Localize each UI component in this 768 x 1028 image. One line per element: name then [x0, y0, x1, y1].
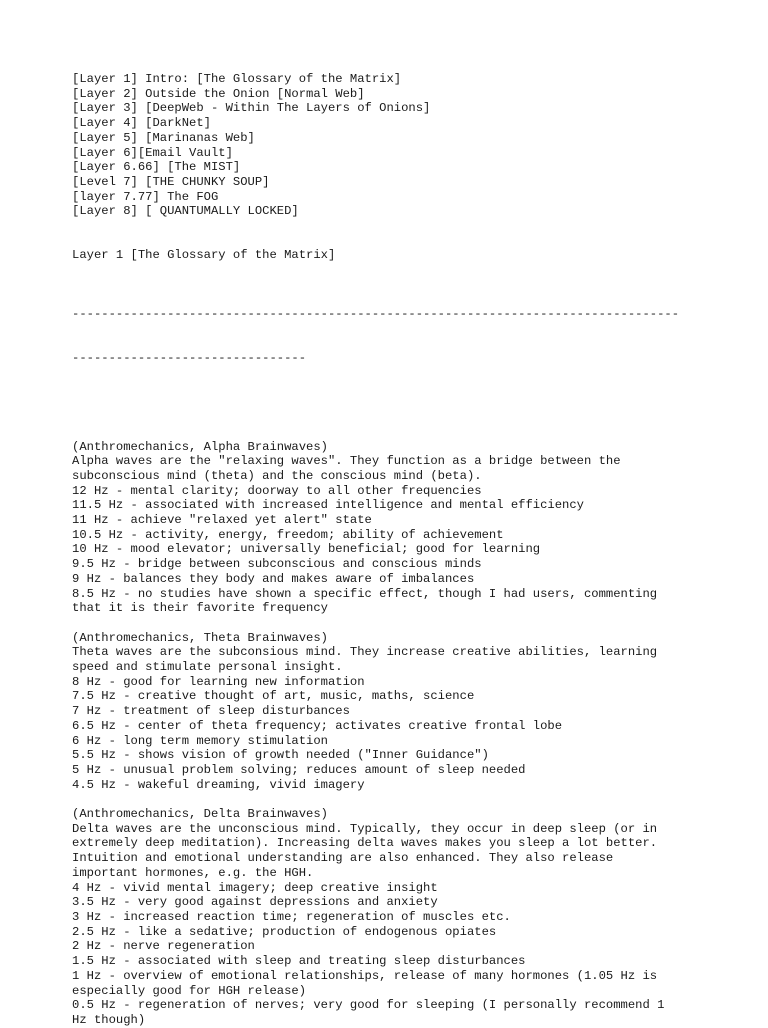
toc-entry: [Layer 6][Email Vault]: [72, 145, 233, 160]
text-line: that it is their favorite frequency: [72, 601, 328, 616]
text-line: 8 Hz - good for learning new information: [72, 674, 365, 689]
block-title: (Anthromechanics, Theta Brainwaves): [72, 630, 328, 645]
divider-line: --------------------------------: [72, 351, 307, 366]
text-line: 5.5 Hz - shows vision of growth needed ("Inner Guidance"): [72, 748, 489, 763]
text-line: important hormones, e.g. the HGH.: [72, 865, 314, 880]
text-line: 1 Hz - overview of emotional relationships, release of many hormones (1.05 Hz is: [72, 968, 658, 983]
text-line: extremely deep meditation). Increasing delta waves makes you sleep a lot better.: [72, 836, 658, 851]
text-line: 7.5 Hz - creative thought of art, music, maths, science: [72, 689, 475, 704]
text-line: 8.5 Hz - no studies have shown a specific effect, though I had users, commenting: [72, 586, 658, 601]
text-line: speed and stimulate personal insight.: [72, 660, 343, 675]
toc-entry: [Layer 8] [ QUANTUMALLY LOCKED]: [72, 204, 299, 219]
text-line: 9 Hz - balances they body and makes aware of imbalances: [72, 571, 475, 586]
text-line: Delta waves are the unconscious mind. Typically, they occur in deep sleep (or in: [72, 821, 658, 836]
section-heading: Layer 1 [The Glossary of the Matrix]: [72, 248, 336, 263]
text-line: 0.5 Hz - regeneration of nerves; very good for sleeping (I personally recommend 1: [72, 998, 665, 1013]
text-line: 11 Hz - achieve "relaxed yet alert" state: [72, 513, 372, 528]
toc-entry: [Layer 6.66] [The MIST]: [72, 160, 241, 175]
text-line: especially good for HGH release): [72, 983, 307, 998]
text-block: [72, 631, 712, 793]
block-title: (Anthromechanics, Delta Brainwaves): [72, 807, 328, 822]
toc-entry: [Level 7] [THE CHUNKY SOUP]: [72, 174, 270, 189]
toc-entry: [Layer 3] [DeepWeb - Within The Layers of Onions]: [72, 101, 431, 116]
divider: [72, 278, 712, 396]
text-line: 11.5 Hz - associated with increased intelligence and mental efficiency: [72, 498, 584, 513]
text-line: 3.5 Hz - very good against depressions and anxiety: [72, 895, 438, 910]
text-line: 1.5 Hz - associated with sleep and treating sleep disturbances: [72, 954, 526, 969]
text-line: 2.5 Hz - like a sedative; production of endogenous opiates: [72, 924, 497, 939]
text-line: 3 Hz - increased reaction time; regeneration of muscles etc.: [72, 910, 511, 924]
text-line: 12 Hz - mental clarity; doorway to all other frequencies: [72, 483, 482, 498]
text-line: 10 Hz - mood elevator; universally beneficial; good for learning: [72, 542, 541, 557]
text-line: Alpha waves are the "relaxing waves". They function as a bridge between the: [72, 454, 621, 469]
text-line: subconscious mind (theta) and the conscious mind (beta).: [72, 468, 482, 483]
text-block: [72, 440, 712, 616]
toc-entry: [Layer 5] [Marinanas Web]: [72, 130, 255, 145]
document-page: [72, 72, 712, 1028]
text-block: [72, 807, 712, 1028]
text-line: Hz though): [72, 1012, 146, 1027]
text-line: 10.5 Hz - activity, energy, freedom; ability of achievement: [72, 527, 504, 542]
divider-line: -----------------------------------------------------------------------------------: [72, 307, 680, 322]
text-line: 6 Hz - long term memory stimulation: [72, 733, 328, 748]
table-of-contents: [72, 72, 712, 219]
block-title: (Anthromechanics, Alpha Brainwaves): [72, 439, 328, 454]
text-line: 7 Hz - treatment of sleep disturbances: [72, 704, 350, 719]
content-blocks: [72, 440, 712, 1028]
text-line: Intuition and emotional understanding are also enhanced. They also release: [72, 851, 614, 866]
toc-entry: [Layer 4] [DarkNet]: [72, 116, 211, 131]
text-line: 5 Hz - unusual problem solving; reduces amount of sleep needed: [72, 762, 526, 777]
text-line: 4.5 Hz - wakeful dreaming, vivid imagery: [72, 777, 365, 792]
text-line: 6.5 Hz - center of theta frequency; activates creative frontal lobe: [72, 718, 563, 733]
toc-entry: [layer 7.77] The FOG: [72, 189, 219, 204]
text-line: Theta waves are the subconsious mind. They increase creative abilities, learning: [72, 645, 658, 660]
text-line: 4 Hz - vivid mental imagery; deep creative insight: [72, 880, 438, 895]
toc-entry: [Layer 2] Outside the Onion [Normal Web]: [72, 86, 365, 101]
toc-entry: [Layer 1] Intro: [The Glossary of the Matrix]: [72, 72, 402, 86]
text-line: 2 Hz - nerve regeneration: [72, 939, 255, 954]
text-line: 9.5 Hz - bridge between subconscious and conscious minds: [72, 557, 482, 572]
